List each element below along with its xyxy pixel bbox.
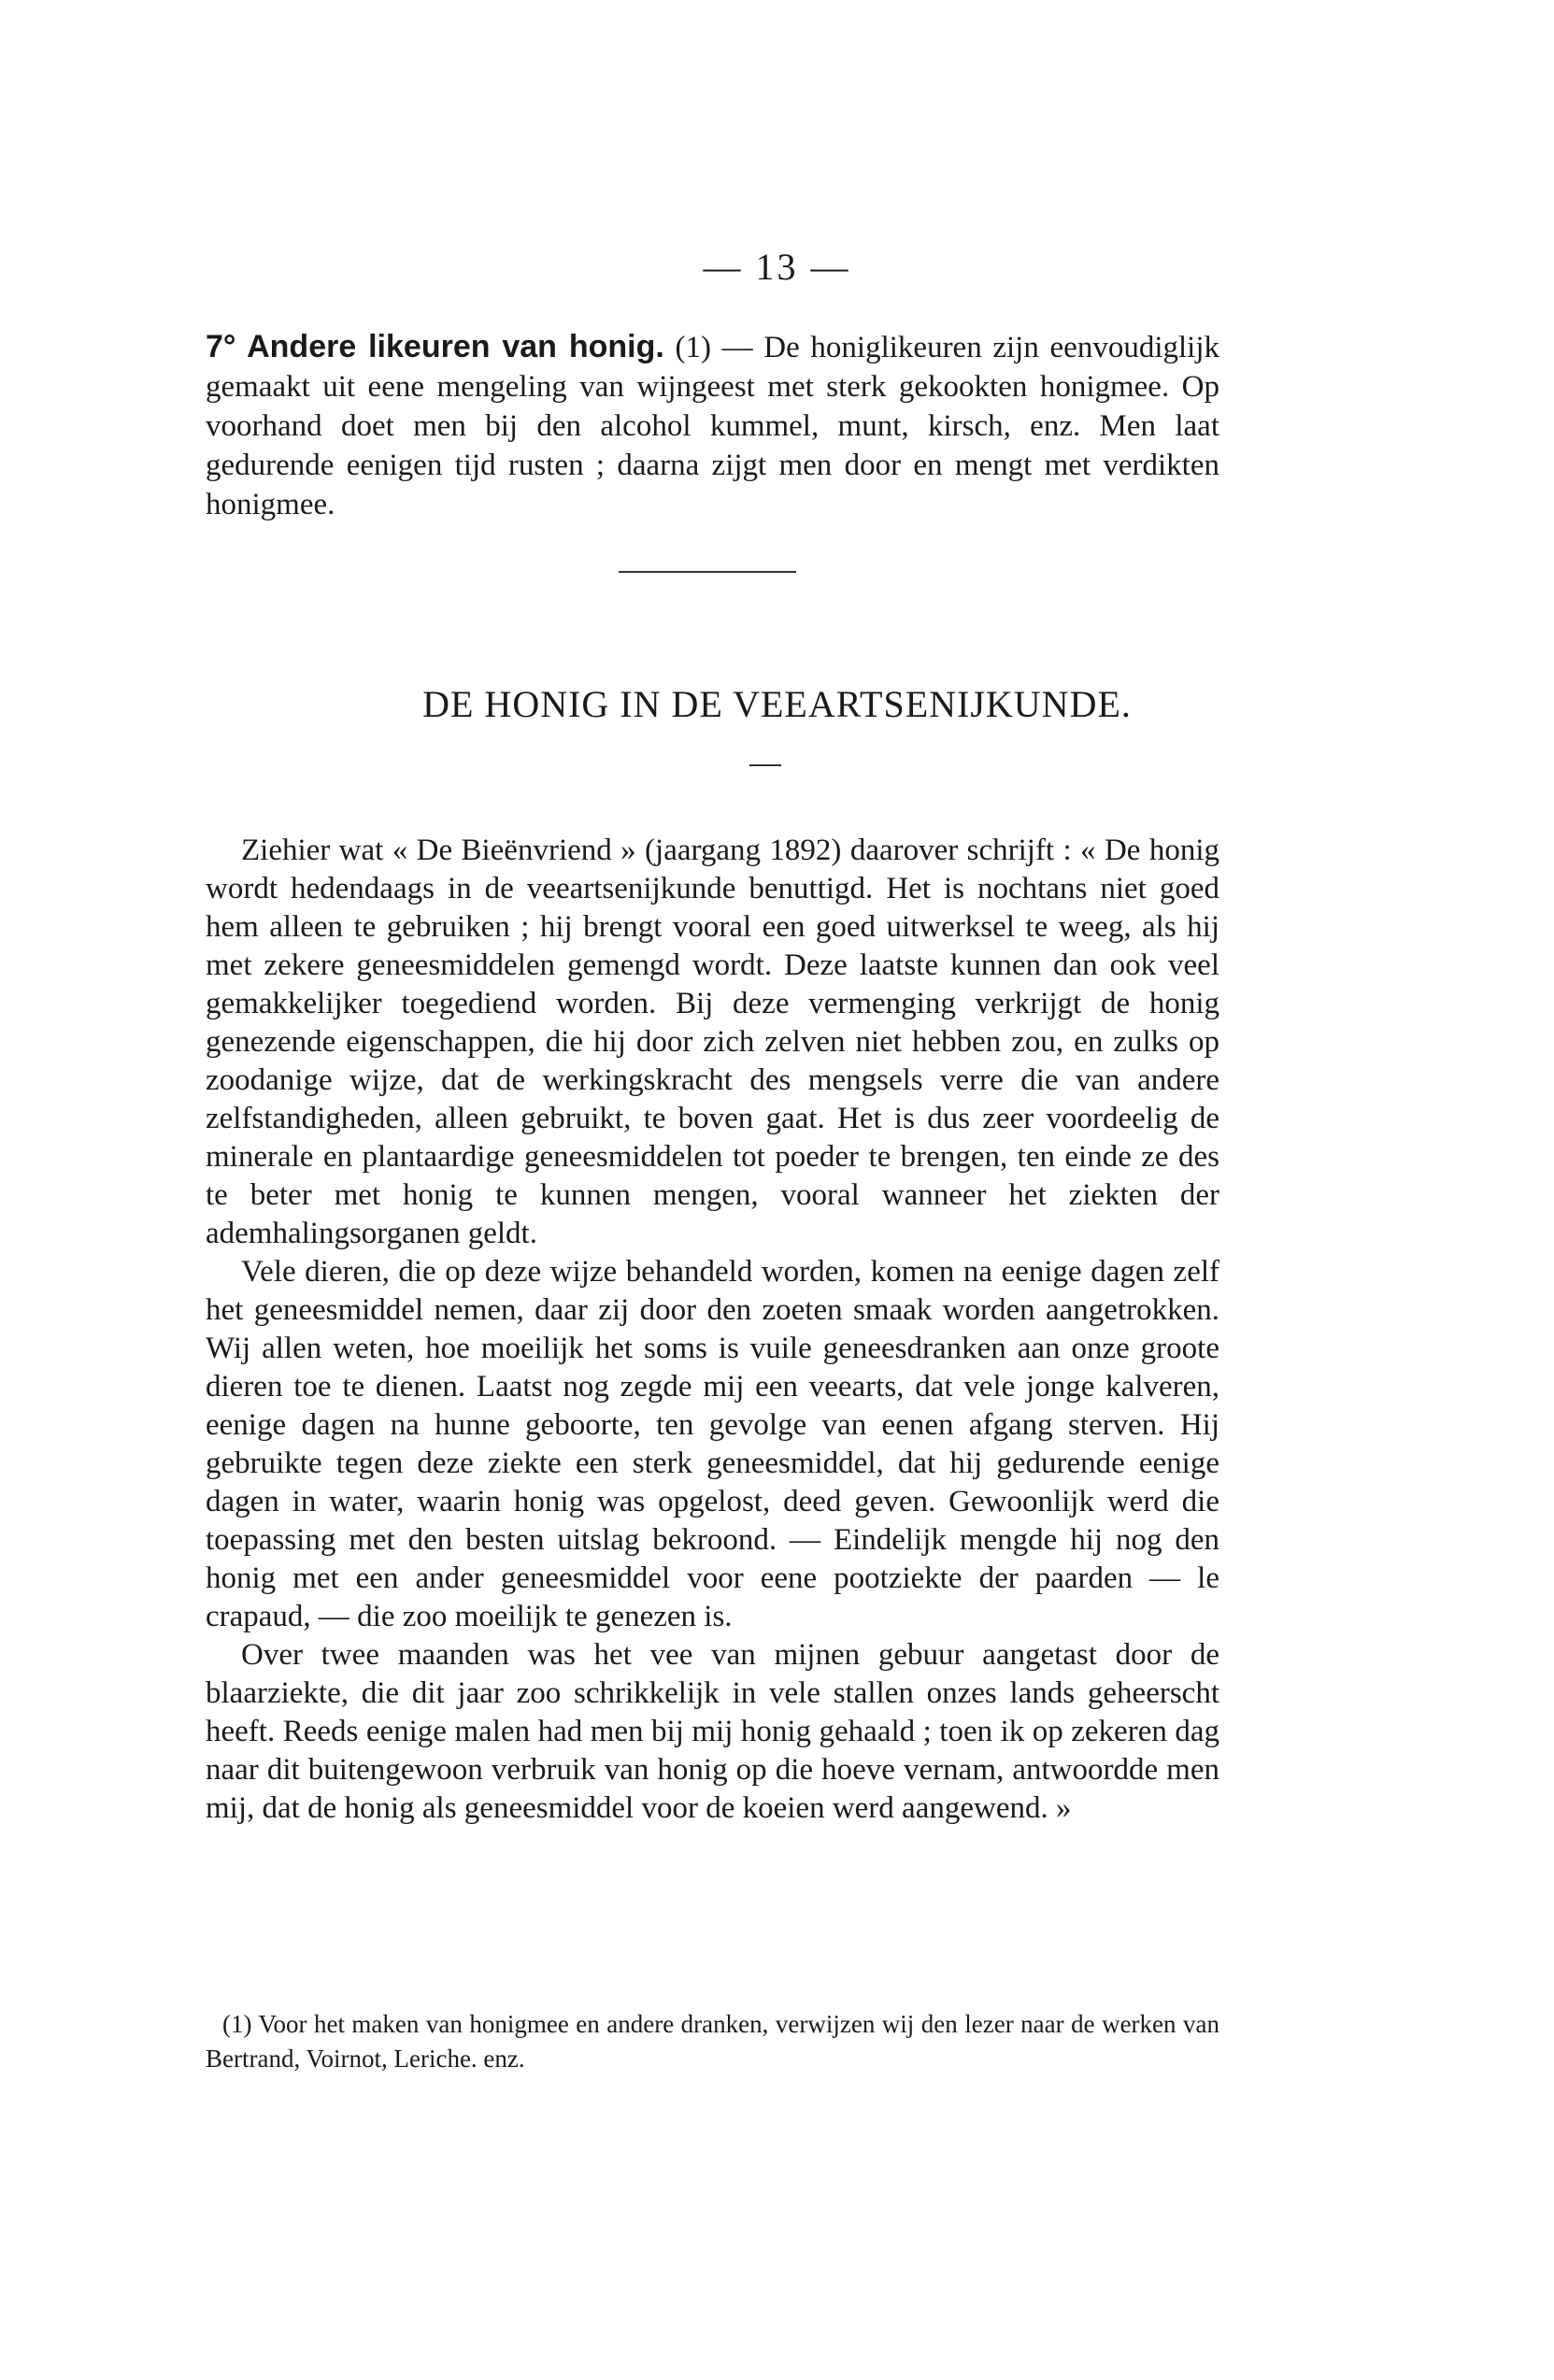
body-paragraph-1: Ziehier wat « De Bieënvriend » (jaargang 1892) daarover schrijft : « De honig wordt hedendaags in de veeartsenijkunde benuttigd. Het is nochtans niet goed hem alleen te gebruiken ; hij brengt vooral een goed uitwerksel te weeg, als hij met zekere geneesmiddelen gemengd wordt. Deze laatste kunnen dan ook veel gemakkelijker toegediend worden. Bij deze vermenging verkrijgt de honig genezende eigenschappen, die hij door zich zelven niet hebben zou, en zulks op zoodanige wijze, dat de werkingskracht des mengsels verre die van andere zelfstandigheden, alleen gebruikt, te boven gaat. Het is dus zeer voordeelig de minerale en plantaardige geneesmiddelen tot poeder te brengen, ten einde ze des te beter met honig te kunnen mengen, vooral wanneer het ziekten der ademhalingsorganen geldt. bbox=[206, 834, 1219, 1250]
page-number: — 13 — bbox=[703, 246, 851, 288]
chapter-title: DE HONIG IN DE VEEARTSENIJKUNDE. bbox=[422, 683, 1132, 725]
title-dash bbox=[749, 764, 781, 766]
section-7-text: (1) — De honiglikeuren zijn eenvoudiglijk gemaakt uit eene mengeling van wijngeest met sterk gekookten honigmee. Op voorhand doet men bij den alcohol kummel, munt, kirsch, enz. Men laat gedurende eenigen tijd rusten ; daarna zijgt men door en mengt met verdikten honigmee. bbox=[206, 331, 1219, 521]
body-paragraph-2: Vele dieren, die op deze wijze behandeld worden, komen na eenige dagen zelf het geneesmiddel nemen, daar zij door den zoeten smaak worden aangetrokken. Wij allen weten, hoe moeilijk het soms is vuile geneesdranken aan onze groote dieren toe te dienen. Laatst nog zegde mij een veearts, dat vele jonge kalveren, eenige dagen na hunne geboorte, ten gevolge van eenen afgang sterven. Hij gebruikte tegen deze ziekte een sterk geneesmiddel, dat hij gedurende eenige dagen in water, waarin honig was opgelost, deed geven. Gewoonlijk werd die toepassing met den besten uitslag bekroond. — Eindelijk mengde hij nog den honig met een ander geneesmiddel voor eene pootziekte der paarden — le crapaud, — die zoo moeilijk te genezen is. bbox=[206, 1255, 1219, 1633]
section-divider bbox=[619, 571, 796, 573]
chapter-body bbox=[206, 832, 1219, 1828]
section-7-heading: 7° Andere likeuren van honig. bbox=[206, 329, 664, 364]
section-7-paragraph bbox=[206, 327, 1219, 524]
footnote-text: (1) Voor het maken van honigmee en andere dranken, verwijzen wij den lezer naar de werken van Bertrand, Voirnot, Leriche. enz. bbox=[206, 2010, 1219, 2073]
body-paragraph-3: Over twee maanden was het vee van mijnen gebuur aangetast door de blaarziekte, die dit jaar zoo schrikkelijk in vele stallen onzes lands geheerscht heeft. Reeds eenige malen had men bij mij honig gehaald ; toen ik op zekeren dag naar dit buitengewoon verbruik van honig op die hoeve vernam, antwoordde men mij, dat de honig als geneesmiddel voor de koeien werd aangewend. » bbox=[206, 1638, 1219, 1825]
footnote bbox=[206, 2007, 1219, 2076]
